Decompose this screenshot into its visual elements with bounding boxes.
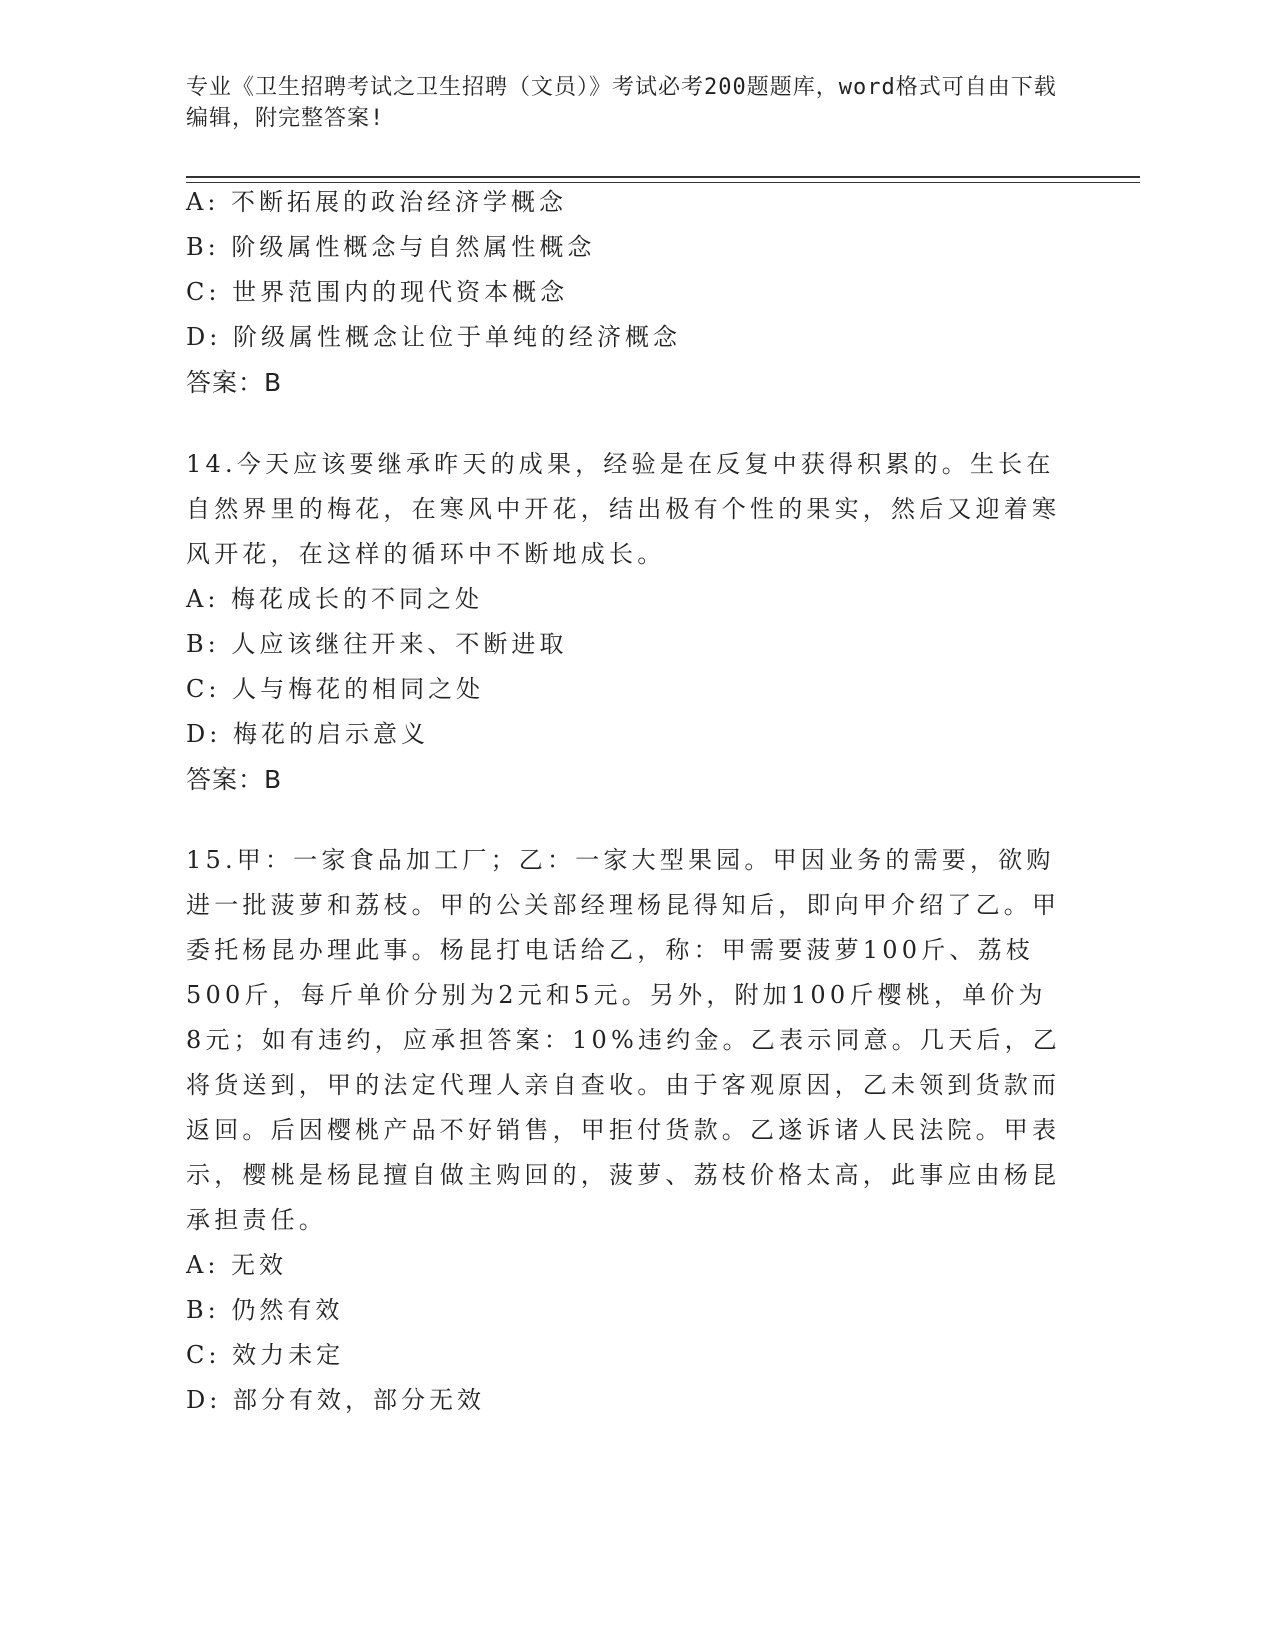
option-b: B: 阶级属性概念与自然属性概念 <box>186 233 596 261</box>
header-divider-thick <box>186 176 1140 178</box>
question-stem: 14.今天应该要继承昨天的成果，经验是在反复中获得积累的。生长在自然界里的梅花，在寒风中开花，结出极有个性的果实，然后又迎着寒风开花，在这样的循环中不断地成长。 <box>186 450 1061 568</box>
option-a: A: 梅花成长的不同之处 <box>186 585 484 613</box>
answer: 答案：B <box>186 765 283 794</box>
option-d: D: 梅花的启示意义 <box>186 720 429 748</box>
question-13 <box>186 180 1066 405</box>
document-header: 专业《卫生招聘考试之卫生招聘（文员）》考试必考200题题库，word格式可自由下载编辑，附完整答案! <box>186 75 1057 131</box>
option-c: C: 人与梅花的相同之处 <box>186 675 485 703</box>
option-a: A: 无效 <box>186 1251 288 1279</box>
option-d: D: 部分有效，部分无效 <box>186 1386 485 1414</box>
question-15 <box>186 838 1066 1423</box>
answer: 答案：B <box>186 368 283 397</box>
option-d: D: 阶级属性概念让位于单纯的经济概念 <box>186 323 681 351</box>
option-c: C: 效力未定 <box>186 1341 345 1369</box>
question-stem: 15.甲：一家食品加工厂；乙：一家大型果园。甲因业务的需要，欲购进一批菠萝和荔枝。甲的公关部经理杨昆得知后，即向甲介绍了乙。甲委托杨昆办理此事。杨昆打电话给乙，称：甲需要菠萝100斤、荔枝500斤，每斤单价分别为2元和5元。另外，附加100斤樱桃，单价为8元；如有违约，应承担答案：10%违约金。乙表示同意。几天后，乙将货送到，甲的法定代理人亲自查收。由于客观原因，乙未领到货款而返回。后因樱桃产品不好销售，甲拒付货款。乙遂诉诸人民法院。甲表示，樱桃是杨昆擅自做主购回的，菠萝、荔枝价格太高，此事应由杨昆承担责任。 <box>186 846 1062 1234</box>
option-b: B: 仍然有效 <box>186 1296 344 1324</box>
option-b: B: 人应该继往开来、不断进取 <box>186 630 568 658</box>
option-c: C: 世界范围内的现代资本概念 <box>186 278 569 306</box>
option-a: A: 不断拓展的政治经济学概念 <box>186 188 568 216</box>
question-14 <box>186 442 1066 802</box>
